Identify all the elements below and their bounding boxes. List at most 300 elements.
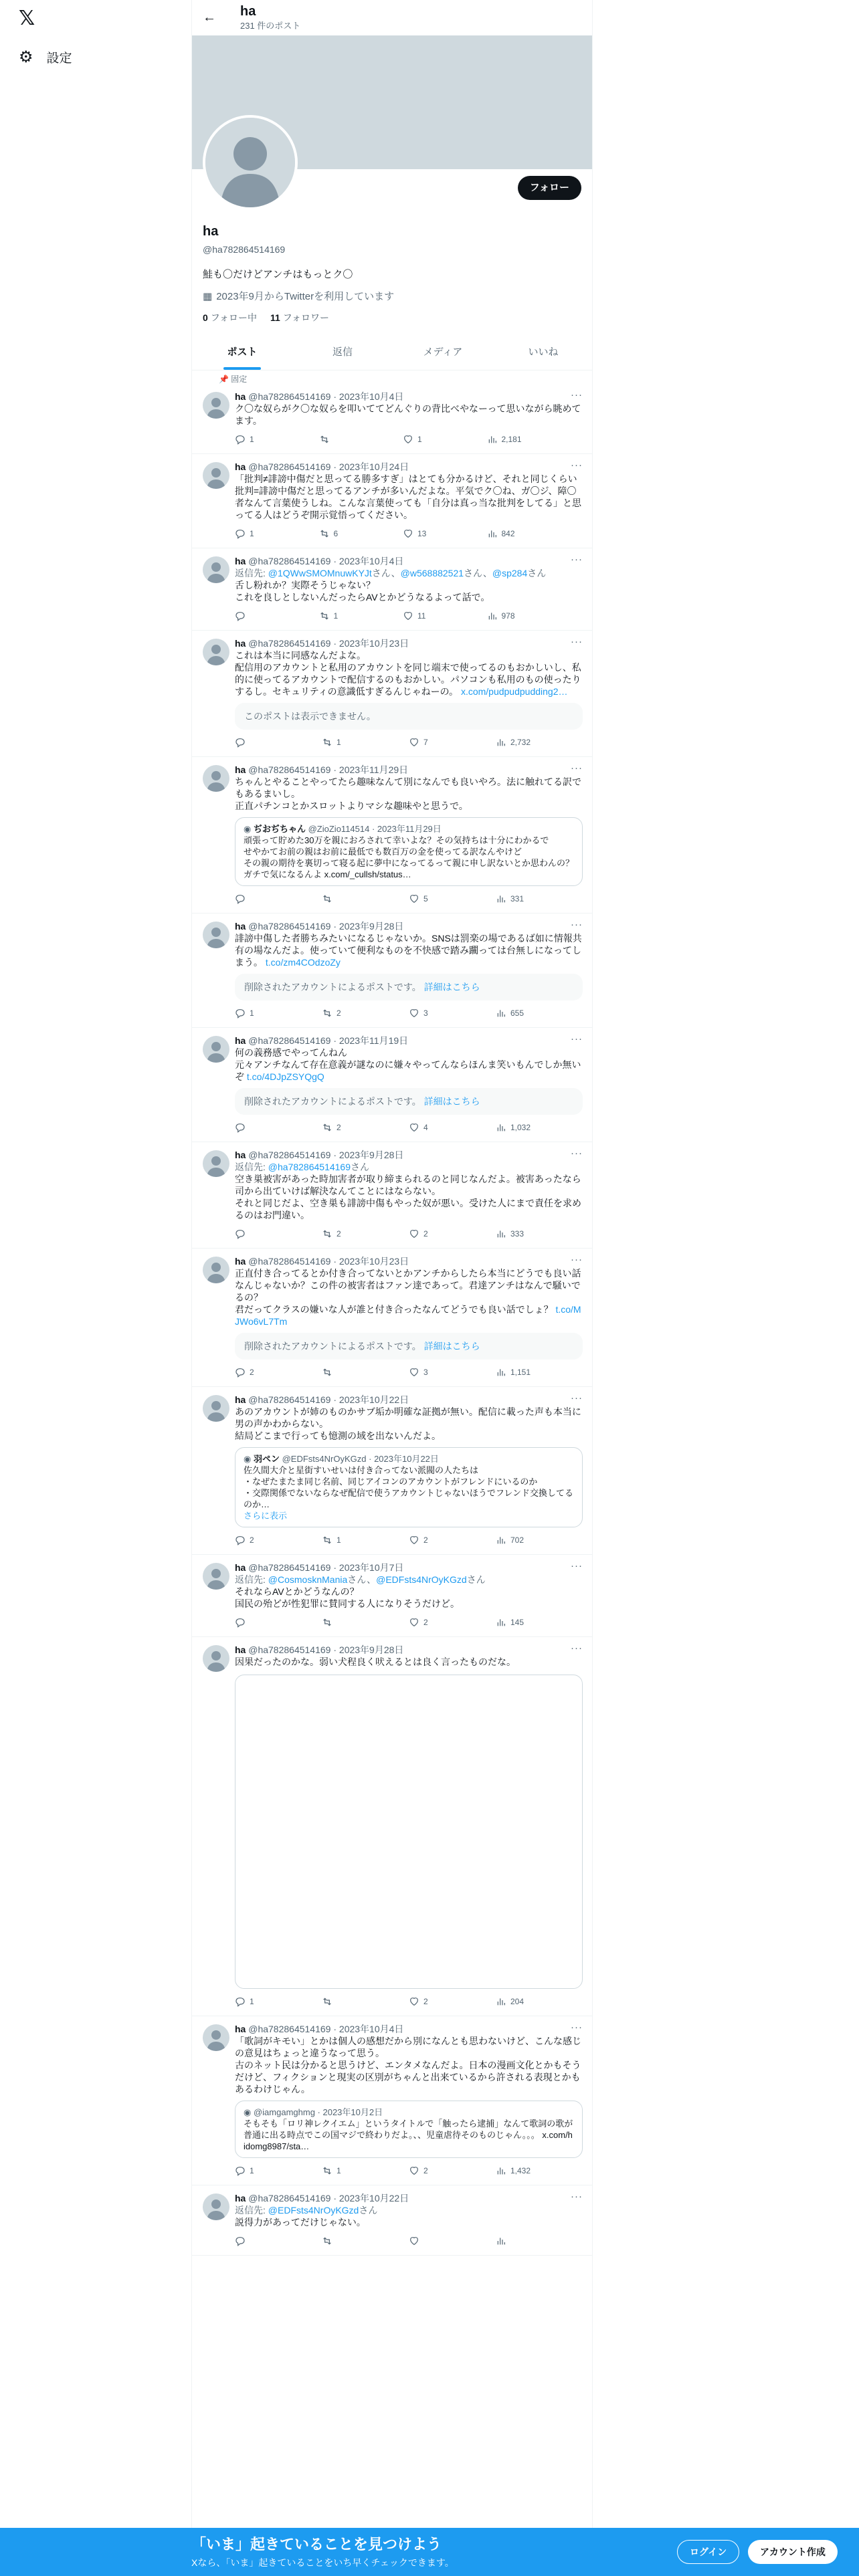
signup-button[interactable]: アカウント作成: [748, 2540, 838, 2564]
repost-icon: [322, 1617, 332, 1628]
reply-suffix: さん: [359, 2205, 378, 2216]
tab-media[interactable]: メディア: [423, 346, 463, 358]
reply-button[interactable]: [235, 2236, 275, 2246]
tweet-avatar[interactable]: [203, 1150, 229, 1177]
tweet[interactable]: [192, 1637, 593, 2016]
tweet-avatar[interactable]: [203, 1563, 229, 1590]
repost-icon: [322, 2165, 332, 2176]
reply-button[interactable]: [235, 1535, 275, 1545]
like-button[interactable]: [409, 1122, 449, 1133]
tweet-author-handle[interactable]: @ha782864514169: [248, 461, 331, 472]
like-button[interactable]: [409, 1228, 449, 1239]
tab-posts[interactable]: ポスト: [192, 334, 292, 370]
tweet-header: ha @ha782864514169 · 2023年9月28日: [235, 1150, 404, 1160]
tweet-author-handle[interactable]: @ha782864514169: [248, 764, 331, 775]
views-count: 331: [510, 894, 524, 903]
tweet-date[interactable]: 2023年11月29日: [339, 764, 409, 775]
reply-icon: [235, 1617, 246, 1628]
views-icon: [496, 2165, 506, 2176]
tweet[interactable]: [192, 1142, 593, 1249]
quoted-post-header: ◉ ぢおぢちゃん @ZioZio114514 · 2023年11月29日: [244, 824, 442, 834]
views-icon: [496, 1617, 506, 1628]
tweet-author-handle[interactable]: @ha782864514169: [248, 1150, 331, 1160]
tweet-date[interactable]: 2023年9月28日: [339, 921, 404, 932]
repost-button[interactable]: [322, 1996, 362, 2007]
reply-to-link[interactable]: @CosmosknMania: [268, 1574, 348, 1585]
more-icon[interactable]: ···: [571, 1392, 583, 1404]
like-count: 2: [423, 1997, 428, 2006]
tweet-actions: [235, 2235, 583, 2247]
following-label: フォロー中: [210, 312, 257, 323]
more-icon[interactable]: ···: [571, 1560, 583, 1572]
tweet-text: [235, 1047, 583, 1083]
views-button[interactable]: [496, 1008, 536, 1018]
tweet-author-handle[interactable]: @ha782864514169: [248, 2024, 331, 2034]
tweet-link[interactable]: x.com/pudpudpudding2…: [460, 686, 568, 697]
tweet-date[interactable]: 2023年10月4日: [339, 2024, 404, 2034]
reply-label: 返信先:: [235, 1574, 268, 1585]
tweet[interactable]: [192, 384, 593, 454]
reply-separator: さん、: [347, 1574, 377, 1585]
profile-handle: @ha782864514169: [203, 244, 286, 255]
tweet-author-handle[interactable]: @ha782864514169: [248, 556, 331, 566]
quoted-post[interactable]: [235, 2101, 583, 2158]
tweet-date[interactable]: 2023年10月22日: [339, 2193, 409, 2204]
unavailable-post-notice: [235, 1088, 583, 1115]
more-icon[interactable]: ···: [571, 459, 583, 471]
back-arrow-icon[interactable]: ←: [203, 10, 216, 25]
like-button[interactable]: [409, 2236, 449, 2246]
notice-details-link[interactable]: 詳細はこちら: [423, 1341, 480, 1352]
follow-button[interactable]: フォロー: [518, 176, 581, 200]
reply-button[interactable]: [235, 434, 275, 445]
tweet-header: ha @ha782864514169 · 2023年10月24日: [235, 461, 409, 472]
reply-to-link[interactable]: @1QWwSMOMnuwKYJt: [268, 568, 372, 578]
tweet-header: ha @ha782864514169 · 2023年9月28日: [235, 1644, 404, 1655]
reply-button[interactable]: [235, 1008, 275, 1018]
tweet-author-name[interactable]: ha: [235, 921, 246, 932]
reply-button[interactable]: [235, 1228, 275, 1239]
more-icon[interactable]: ···: [571, 919, 583, 930]
tweet-header: ha @ha782864514169 · 2023年10月7日: [235, 1562, 404, 1573]
reply-to-link[interactable]: @w568882521: [400, 568, 464, 578]
reply-icon: [235, 1122, 246, 1133]
more-icon[interactable]: ···: [571, 636, 583, 647]
reply-separator: さん、: [464, 568, 492, 578]
tweet-link[interactable]: t.co/MJWo6vL7Tm: [235, 1304, 581, 1327]
repost-button[interactable]: [322, 1617, 362, 1628]
tweet-actions: [235, 1534, 583, 1546]
repost-icon: [322, 1367, 332, 1378]
tweet[interactable]: [192, 454, 593, 548]
tweet-text: [235, 932, 583, 968]
following-link[interactable]: [203, 311, 257, 324]
more-icon[interactable]: ···: [571, 1033, 583, 1045]
tweet[interactable]: [192, 2016, 593, 2185]
tweet-author-name[interactable]: ha: [235, 764, 246, 775]
tweet-date[interactable]: 2023年10月7日: [339, 1562, 404, 1573]
reply-button[interactable]: [235, 737, 275, 748]
tweet[interactable]: [192, 1249, 593, 1387]
tweet-author-name[interactable]: ha: [235, 461, 246, 472]
tweet-avatar[interactable]: [203, 2024, 229, 2051]
tweet-text: [235, 473, 583, 521]
tweet-actions: [235, 736, 583, 748]
reply-button[interactable]: [235, 2165, 275, 2176]
repost-button[interactable]: [319, 434, 359, 445]
like-icon: [409, 1008, 419, 1018]
tweet-avatar[interactable]: [203, 922, 229, 948]
tweet-date[interactable]: 2023年11月19日: [339, 1035, 409, 1046]
tweet-author-name[interactable]: ha: [235, 1256, 246, 1267]
profile-header-bar: [192, 0, 592, 35]
tweet-author-name[interactable]: ha: [235, 1035, 246, 1046]
tweet-author-name[interactable]: ha: [235, 1562, 246, 1573]
tweet[interactable]: [192, 2185, 593, 2256]
like-button[interactable]: [409, 1996, 449, 2007]
views-button[interactable]: [496, 1367, 536, 1378]
tweet-author-handle[interactable]: @ha782864514169: [248, 391, 331, 402]
notice-text: 削除されたアカウントによるポストです。: [244, 1341, 421, 1352]
tweet-avatar[interactable]: [203, 462, 229, 489]
reply-to-link[interactable]: @sp284: [492, 568, 528, 578]
tab-likes[interactable]: いいね: [528, 346, 559, 358]
tweet-date[interactable]: 2023年10月23日: [339, 638, 409, 649]
repost-button[interactable]: [322, 1228, 362, 1239]
tweet-text: [235, 1267, 583, 1327]
like-count: 2: [423, 1618, 428, 1627]
tweet-actions: [235, 433, 583, 445]
like-button[interactable]: [409, 1008, 449, 1018]
quoted-avatar-icon: ◉: [244, 2107, 254, 2117]
like-icon: [409, 1535, 419, 1545]
views-count: 1,432: [510, 2166, 531, 2175]
like-icon: [403, 434, 413, 445]
more-icon[interactable]: ···: [571, 1254, 583, 1265]
like-icon: [409, 2236, 419, 2246]
reply-context: [235, 1574, 583, 1586]
tweet-date[interactable]: 2023年10月22日: [339, 1394, 409, 1405]
reply-label: 返信先:: [235, 2205, 268, 2216]
tweet[interactable]: [192, 631, 593, 757]
like-button[interactable]: [403, 611, 443, 621]
more-icon[interactable]: ···: [571, 2022, 583, 2033]
reply-count: 1: [250, 1008, 254, 1018]
tweet-author-handle[interactable]: @ha782864514169: [248, 1035, 331, 1046]
reply-button[interactable]: [235, 893, 275, 904]
quoted-author-name: 羽ペン: [253, 1454, 280, 1464]
reply-icon: [235, 1996, 246, 2007]
tweet-author-handle[interactable]: @ha782864514169: [248, 1394, 331, 1405]
views-icon: [496, 1367, 506, 1378]
views-count: 1,151: [510, 1368, 531, 1377]
tweet-text-body: あのアカウントが姉のものかサブ垢か明確な証拠が無い。配信に載った声も本当に男の声かわからない。 結局どこまで行っても憶測の域を出ないんだよ。: [235, 1406, 581, 1441]
like-icon: [409, 737, 419, 748]
views-count: 702: [510, 1535, 524, 1545]
reply-icon: [235, 611, 246, 621]
x-logo-icon[interactable]: 𝕏: [19, 7, 35, 29]
repost-button[interactable]: [319, 528, 359, 539]
views-button[interactable]: [487, 434, 527, 445]
tweet[interactable]: [192, 548, 593, 631]
unavailable-post-notice: [235, 974, 583, 1000]
tweet-author-name[interactable]: ha: [235, 1150, 246, 1160]
reply-label: 返信先:: [235, 568, 268, 578]
like-button[interactable]: [409, 1535, 449, 1545]
tweet-text: [235, 2035, 583, 2095]
views-icon: [496, 2236, 506, 2246]
reply-icon: [235, 2165, 246, 2176]
signup-banner: [0, 2528, 859, 2576]
tweet-actions: [235, 1007, 583, 1019]
reply-button[interactable]: [235, 1367, 275, 1378]
tweet-author-handle[interactable]: @ha782864514169: [248, 638, 331, 649]
tweet-author-handle[interactable]: @ha782864514169: [248, 921, 331, 932]
views-button[interactable]: [487, 528, 527, 539]
views-icon: [487, 611, 498, 621]
tweet-date[interactable]: 2023年10月24日: [339, 461, 409, 472]
tweet-author-name[interactable]: ha: [235, 638, 246, 649]
tweet-actions: [235, 2165, 583, 2177]
repost-button[interactable]: [322, 1367, 362, 1378]
tweet-author-name[interactable]: ha: [235, 1644, 246, 1655]
reply-count: 1: [250, 1997, 254, 2006]
tweet-text: [235, 403, 583, 427]
repost-count: 6: [333, 529, 339, 538]
reply-icon: [235, 528, 246, 539]
tweet-date[interactable]: 2023年10月4日: [339, 391, 404, 402]
like-icon: [409, 1122, 419, 1133]
reply-to-link[interactable]: @ha782864514169: [268, 1162, 351, 1172]
quoted-avatar-icon: ◉: [244, 1454, 254, 1464]
tweet-actions: [235, 1228, 583, 1240]
more-icon[interactable]: ···: [571, 2191, 583, 2202]
tweet-avatar[interactable]: [203, 392, 229, 419]
repost-icon: [322, 1228, 332, 1239]
tweet-text-body: 因果だったのかな。弱い犬程良く吠えるとは良く言ったものだな。: [235, 1656, 516, 1667]
like-icon: [409, 1996, 419, 2007]
tweet-text-body: それならAVとかどうなんの？ 国民の殆どが性犯罪に賛同する人になりそうだけど。: [235, 1586, 460, 1609]
tweet-author-handle[interactable]: @ha782864514169: [248, 1562, 331, 1573]
signup-banner-title: 「いま」起きていることを見つけよう: [191, 2536, 442, 2553]
profile-tabs: [192, 334, 593, 370]
reply-context: [235, 1161, 583, 1173]
tweet-header: ha @ha782864514169 · 2023年10月22日: [235, 1394, 409, 1405]
tweet-date[interactable]: 2023年10月4日: [339, 556, 404, 566]
tweet-avatar[interactable]: [203, 1257, 229, 1283]
tweet-avatar[interactable]: [203, 765, 229, 792]
reply-count: 2: [250, 1535, 254, 1545]
tweet-text: [235, 1406, 583, 1442]
repost-button[interactable]: [322, 2165, 362, 2176]
reply-to-link[interactable]: @EDFsts4NrOyKGzd: [376, 1574, 467, 1585]
like-button[interactable]: [409, 1617, 449, 1628]
views-button[interactable]: [496, 2165, 536, 2176]
like-count: 1: [417, 435, 422, 444]
tweet-avatar[interactable]: [203, 556, 229, 583]
repost-button[interactable]: [322, 1008, 362, 1018]
reply-label: 返信先:: [235, 1162, 268, 1172]
tweet-author-name[interactable]: ha: [235, 556, 246, 566]
views-button[interactable]: [496, 1617, 536, 1628]
tweet-author-name[interactable]: ha: [235, 2193, 246, 2204]
nav-settings[interactable]: [19, 48, 72, 66]
views-count: 2,181: [501, 435, 522, 444]
notice-details-link[interactable]: 詳細はこちら: [423, 982, 480, 992]
repost-icon: [322, 1122, 332, 1133]
tweet-text-body: 正直付き合ってるとか付き合ってないとかアンチからしたら本当にどうでも良い話なんじゃないか？この件の被害者はファン達であって。君達アンチはなんで騒いでるの？ 君だってクラスの嫌いな人が誰と付き合ったなんてどうでも良い話でしょ？: [235, 1268, 581, 1315]
like-count: 3: [423, 1368, 428, 1377]
tweet-text: [235, 649, 583, 697]
like-button[interactable]: [403, 528, 443, 539]
repost-count: 1: [337, 738, 341, 747]
repost-icon: [322, 893, 332, 904]
views-button[interactable]: [496, 1535, 536, 1545]
more-icon[interactable]: ···: [571, 1148, 583, 1159]
views-count: 1,032: [510, 1123, 531, 1132]
tweet-actions-end: [571, 611, 583, 621]
repost-icon: [322, 737, 332, 748]
repost-icon: [319, 611, 330, 621]
tweet-author-name[interactable]: ha: [235, 1394, 246, 1405]
nav-settings-label: 設定: [46, 51, 72, 66]
tweet-media[interactable]: [235, 1675, 583, 1989]
views-count: 978: [501, 611, 515, 621]
tweet-avatar[interactable]: [203, 1395, 229, 1422]
like-count: 5: [423, 894, 428, 903]
like-button[interactable]: [409, 737, 449, 748]
repost-button[interactable]: [319, 611, 359, 621]
like-button[interactable]: [409, 1367, 449, 1378]
like-button[interactable]: [403, 434, 443, 445]
tweet-avatar[interactable]: [203, 1645, 229, 1672]
reply-button[interactable]: [235, 1122, 275, 1133]
tweet-link[interactable]: t.co/zm4COdzoZy: [265, 957, 341, 968]
repost-button[interactable]: [322, 2236, 362, 2246]
like-button[interactable]: [409, 893, 449, 904]
tweet-actions: [235, 1616, 583, 1628]
repost-count: 2: [337, 1123, 341, 1132]
notice-details-link[interactable]: 詳細はこちら: [423, 1096, 480, 1107]
tweet-header: ha @ha782864514169 · 2023年10月4日: [235, 2024, 404, 2034]
tweet-author-name[interactable]: ha: [235, 391, 246, 402]
tweet[interactable]: [192, 757, 593, 914]
tweet-avatar[interactable]: [203, 639, 229, 665]
profile-stats: [203, 311, 329, 324]
tweet-avatar[interactable]: [203, 1036, 229, 1063]
reply-suffix: さん: [351, 1162, 369, 1172]
reply-icon: [235, 1228, 246, 1239]
more-icon[interactable]: ···: [571, 762, 583, 774]
header-name: ha: [240, 4, 256, 19]
tweet-author-handle[interactable]: @ha782864514169: [248, 1644, 331, 1655]
quoted-post[interactable]: [235, 817, 583, 886]
repost-button[interactable]: [322, 1122, 362, 1133]
views-button[interactable]: [496, 737, 536, 748]
tweet-header: ha @ha782864514169 · 2023年10月22日: [235, 2193, 409, 2204]
more-icon[interactable]: ···: [571, 389, 583, 401]
followers-link[interactable]: [270, 311, 329, 324]
views-icon: [487, 434, 498, 445]
views-button[interactable]: [496, 2236, 536, 2246]
tweet-header: ha @ha782864514169 · 2023年10月4日: [235, 391, 404, 402]
tweet-author-name[interactable]: ha: [235, 2024, 246, 2034]
tweet-text-body: 何の義務感でやってんねん 元々アンチなんて存在意義が謎なのに嫌々やってんならほんま笑いもんでしか無いぞ: [235, 1047, 581, 1082]
followers-label: フォロワー: [282, 312, 330, 323]
tweet-date[interactable]: 2023年9月28日: [339, 1150, 404, 1160]
reply-button[interactable]: [235, 1996, 275, 2007]
reply-to-link[interactable]: @EDFsts4NrOyKGzd: [268, 2205, 359, 2216]
show-more-link[interactable]: さらに表示: [244, 1511, 288, 1521]
tweet-text: [235, 776, 583, 812]
tweet[interactable]: [192, 1387, 593, 1555]
pin-icon: 📌: [219, 374, 229, 384]
default-avatar-icon: [205, 118, 295, 207]
pinned-text: 固定: [231, 374, 248, 384]
reply-context: [235, 2204, 583, 2216]
tweet[interactable]: [192, 1555, 593, 1637]
views-button[interactable]: [487, 611, 527, 621]
repost-button[interactable]: [322, 737, 362, 748]
tweet-author-handle[interactable]: @ha782864514169: [248, 1256, 331, 1267]
tweet-text: [235, 1586, 583, 1610]
views-button[interactable]: [496, 1228, 536, 1239]
views-button[interactable]: [496, 1996, 536, 2007]
tweet-feed: [192, 384, 593, 2256]
views-button[interactable]: [496, 1122, 536, 1133]
reply-button[interactable]: [235, 611, 275, 621]
profile-avatar[interactable]: [203, 115, 298, 210]
tweet-avatar[interactable]: [203, 2193, 229, 2220]
views-count: 2,732: [510, 738, 531, 747]
repost-button[interactable]: [322, 893, 362, 904]
repost-count: 1: [337, 2166, 341, 2175]
quoted-text: 頑張って貯めた30万を親におろされて幸いよな？その気持ちは十分にわかるで せやかてお前の親はお前に最低でも数百万の金を使ってる訳なんやけど その親の期待を裏切って寝る起に夢中になってるって親に申し訳ないとか思わんの？ガチで気になるんよ x.com/_cullsh/status…: [244, 835, 575, 879]
tweet-author-handle[interactable]: @ha782864514169: [248, 2193, 331, 2204]
more-icon[interactable]: ···: [571, 1642, 583, 1654]
tab-replies[interactable]: 返信: [332, 346, 353, 358]
like-count: 7: [423, 738, 428, 747]
tweet-text-body: 誹謗中傷した者勝ちみたいになるじゃないか。SNSは罰楽の場であるば如に情報共有の場なんだよ。使っていて便利なものを不快感で踏み躙っては台無しになってしまう。: [235, 933, 582, 968]
quoted-post[interactable]: [235, 1447, 583, 1527]
views-count: 204: [510, 1997, 524, 2006]
more-icon[interactable]: ···: [571, 554, 583, 565]
calendar-icon: ▦: [203, 290, 213, 302]
tweet-date[interactable]: 2023年9月28日: [339, 1644, 404, 1655]
quoted-date: 2023年10月2日: [322, 2107, 383, 2117]
views-button[interactable]: [496, 893, 536, 904]
tweet-header: ha @ha782864514169 · 2023年10月23日: [235, 638, 409, 649]
like-count: 3: [423, 1008, 428, 1018]
login-button[interactable]: ログイン: [677, 2540, 739, 2564]
left-nav: [0, 0, 191, 2576]
reply-button[interactable]: [235, 1617, 275, 1628]
reply-icon: [235, 1008, 246, 1018]
gear-icon: ⚙: [19, 47, 33, 66]
notice-text: このポストは表示できません。: [244, 711, 376, 722]
tweet[interactable]: [192, 1028, 593, 1142]
reply-button[interactable]: [235, 528, 275, 539]
tweet-actions: [235, 1121, 583, 1134]
header-post-count: 231 件のポスト: [240, 21, 301, 31]
tweet-date[interactable]: 2023年10月23日: [339, 1256, 409, 1267]
like-button[interactable]: [409, 2165, 449, 2176]
repost-button[interactable]: [322, 1535, 362, 1545]
tweet-link[interactable]: t.co/4DJpZSYQgQ: [246, 1071, 324, 1082]
tweet[interactable]: [192, 914, 593, 1028]
quoted-post-header: ◉ @iamgamghmg · 2023年10月2日: [244, 2107, 383, 2117]
right-column: [593, 0, 859, 2576]
